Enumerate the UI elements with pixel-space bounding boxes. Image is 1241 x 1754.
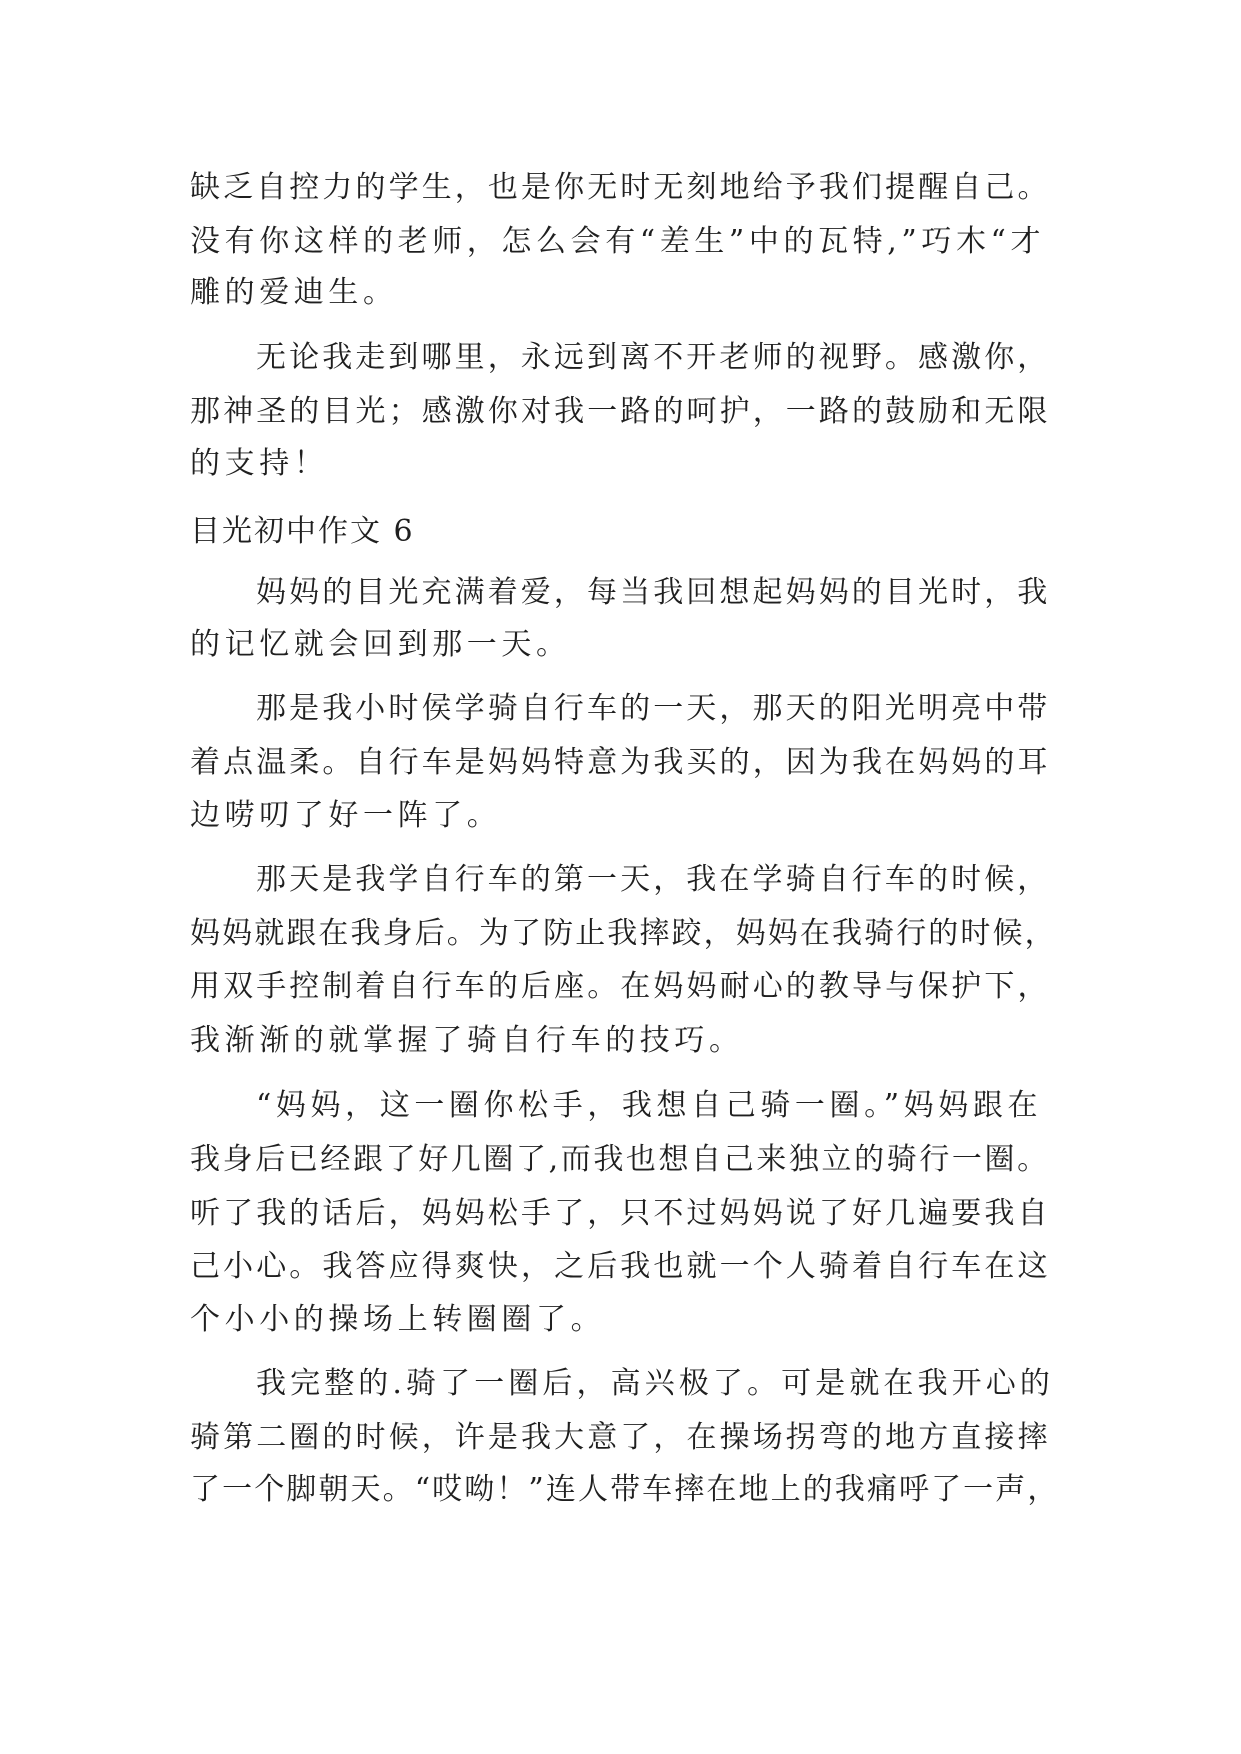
paragraph-start-line: 那是我小时侯学骑自行车的一天，那天的阳光明亮中带 xyxy=(256,691,1051,726)
text-line: 妈妈就跟在我身后。为了防止我摔跤，妈妈在我骑行的时候， xyxy=(190,916,1057,951)
text-line: 边唠叨了好一阵了。 xyxy=(190,798,502,833)
text-line: 的支持！ xyxy=(190,446,329,481)
text-line: 用双手控制着自行车的后座。在妈妈耐心的教导与保护下， xyxy=(190,969,1051,1004)
text-line: 雕的爱迪生。 xyxy=(190,275,398,310)
paragraph-start-line: 无论我走到哪里，永远到离不开老师的视野。感激你， xyxy=(256,340,1051,375)
section-heading: 目光初中作文 6 xyxy=(190,514,415,549)
text-line: 骑第二圈的时候，许是我大意了，在操场拐弯的地方直接摔 xyxy=(190,1420,1051,1455)
text-line: 己小心。我答应得爽快，之后我也就一个人骑着自行车在这 xyxy=(190,1249,1051,1284)
text-line: 缺乏自控力的学生，也是你无时无刻地给予我们提醒自己。 xyxy=(190,170,1051,205)
text-line: 个小小的操场上转圈圈了。 xyxy=(190,1302,606,1337)
text-line: 没有你这样的老师，怎么会有“差生”中的瓦特,”巧木“才 xyxy=(190,224,1046,259)
text-line: 着点温柔。自行车是妈妈特意为我买的，因为我在妈妈的耳 xyxy=(190,745,1051,780)
paragraph-start-line: “妈妈，这一圈你松手，我想自己骑一圈。”妈妈跟在 xyxy=(256,1088,1043,1123)
text-line: 的记忆就会回到那一天。 xyxy=(190,627,571,662)
text-line: 了一个脚朝天。“哎呦！”连人带车摔在地上的我痛呼了一声， xyxy=(190,1472,1060,1507)
paragraph-start-line: 我完整的.骑了一圈后，高兴极了。可是就在我开心的 xyxy=(256,1366,1054,1401)
text-line: 我渐渐的就掌握了骑自行车的技巧。 xyxy=(190,1023,744,1058)
text-line: 听了我的话后，妈妈松手了，只不过妈妈说了好几遍要我自 xyxy=(190,1196,1051,1231)
paragraph-start-line: 妈妈的目光充满着爱，每当我回想起妈妈的目光时，我 xyxy=(256,575,1051,610)
text-line: 那神圣的目光；感激你对我一路的呵护，一路的鼓励和无限 xyxy=(190,394,1051,429)
paragraph-start-line: 那天是我学自行车的第一天，我在学骑自行车的时候， xyxy=(256,862,1051,897)
text-line: 我身后已经跟了好几圈了,而我也想自己来独立的骑行一圈。 xyxy=(190,1142,1050,1177)
